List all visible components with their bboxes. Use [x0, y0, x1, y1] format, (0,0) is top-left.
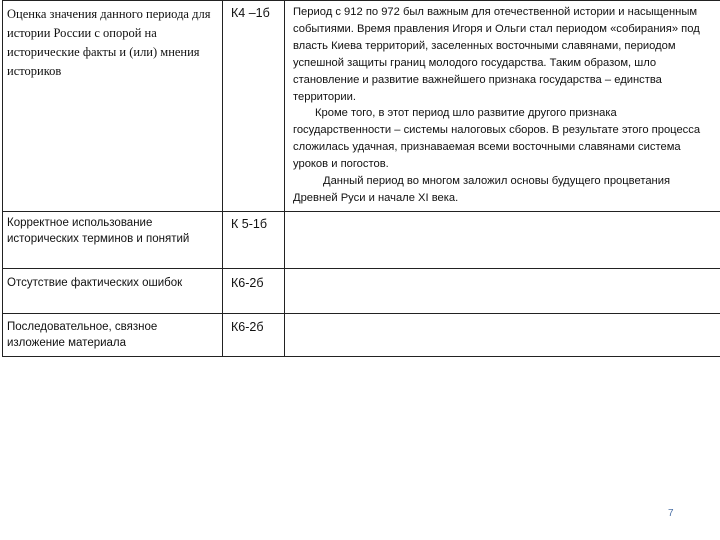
table-row — [3, 313, 720, 356]
criterion-cell — [3, 268, 223, 313]
table-row — [3, 268, 720, 313]
answer-paragraph: Кроме того, в этот период шло развитие другого признака государственности – системы налоговых сборов. В результате этого процесса сложилась удачная, признаваемая всеми восточными славянами система уроков и погостов. — [293, 107, 701, 171]
criterion-code: К6-2б — [231, 319, 264, 334]
criterion-code: К4 –1б — [231, 6, 270, 20]
table-row — [3, 211, 720, 268]
answer-paragraph: Период с 912 по 972 был важным для отечественной истории и насыщенным событиями. Время правления Игоря и Ольги стал периодом «собирания» под власть Киева территорий, заселенных восточными славянами, периодом успешной защиты границ молодого государства. Таким образом, шло становление и развитие важнейшего признака государства – единства территории. — [293, 6, 700, 103]
criterion-text: Отсутствие фактических ошибок — [7, 276, 183, 289]
page-number: 7 — [668, 508, 674, 519]
criterion-code: К6-2б — [231, 275, 264, 290]
criteria-table — [2, 0, 720, 357]
code-cell — [223, 1, 285, 212]
criterion-code: К 5-1б — [231, 216, 267, 231]
table-row — [3, 1, 720, 212]
code-cell — [223, 313, 285, 356]
code-cell — [223, 211, 285, 268]
criterion-cell — [3, 1, 223, 212]
answer-cell — [285, 1, 720, 212]
answer-cell — [285, 268, 720, 313]
criterion-text: Корректное использование исторических терминов и понятий — [7, 216, 190, 246]
criterion-cell — [3, 313, 223, 356]
code-cell — [223, 268, 285, 313]
answer-cell — [285, 313, 720, 356]
answer-paragraph: Данный период во многом заложил основы будущего процветания Древней Руси и начале XI века. — [293, 175, 671, 204]
answer-cell — [285, 211, 720, 268]
answer-text — [285, 1, 720, 211]
criterion-text: Последовательное, связное изложение материала — [7, 320, 158, 350]
criterion-cell — [3, 211, 223, 268]
criterion-text: Оценка значения данного периода для истории России с опорой на исторические факты и (или) мнения историков — [7, 7, 211, 78]
